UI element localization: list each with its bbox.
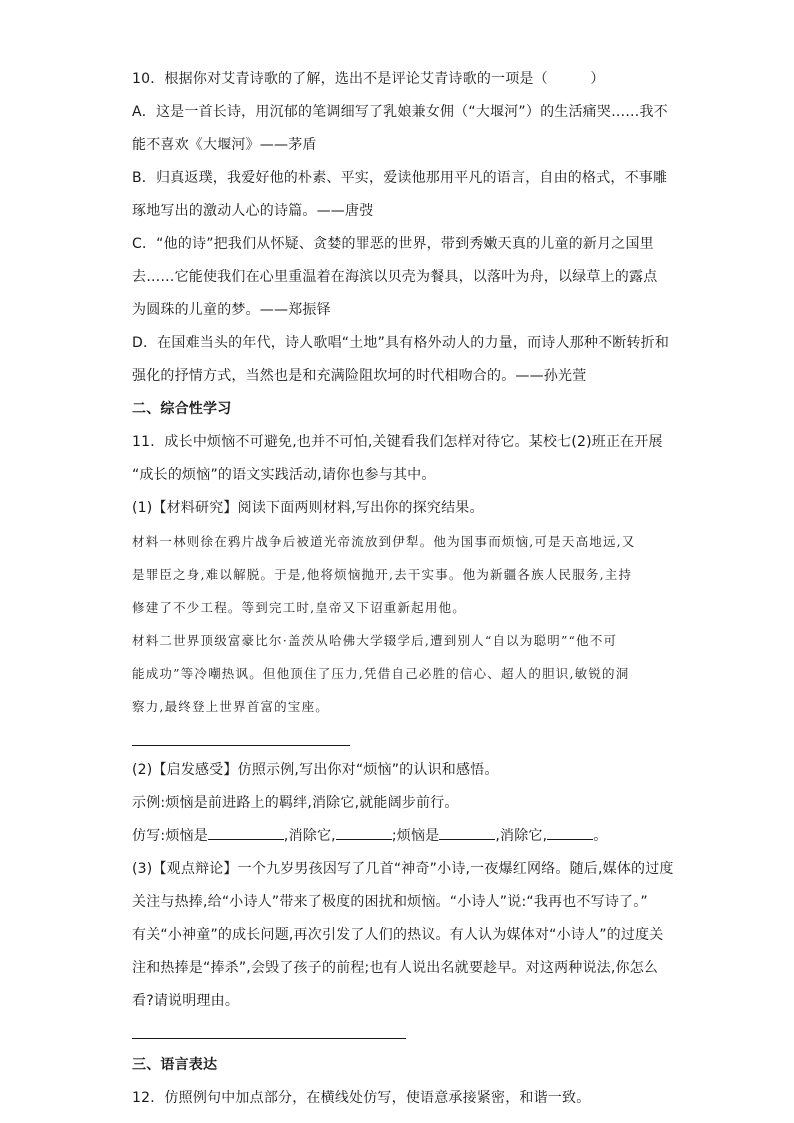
q10-option-c [132,228,664,327]
material-2-line2: 能成功”等冷嘲热讽。但他顶住了压力,凭借自己必胜的信心、超人的胆识,敏锐的洞 [132,666,630,681]
material-1-line2: 是罪臣之身,难以解脱。于是,他将烦恼抛开,去干实事。他为新疆各族人民服务,主持 [132,567,633,582]
imitation-mid-2: ;烦恼是 [391,828,440,844]
q11-part3-line2: 关注与热捧,给“小诗人”带来了极度的困扰和烦恼。“小诗人”说:“我再也不写诗了。” [132,894,648,910]
q10-option-d-line1: D．在国难当头的年代，诗人歌唱“土地”具有格外动人的力量，而诗人那种不断转折和 [132,335,670,351]
q10-option-b-line2: 琢地写出的激动人心的诗篇。——唐弢 [132,203,374,219]
q11-intro-line2: “成长的烦恼”的语文实践活动,请你也参与其中。 [132,467,436,483]
material-2 [132,624,664,723]
imitation-end: 。 [593,828,608,844]
q11-example: 示例:烦恼是前进路上的羁绊,消除它,就能阔步前行。 [132,795,459,811]
imitation-blank-2[interactable] [336,825,392,840]
q10-option-b-line1: B．归真返璞，我爱好他的朴素、平实，爱读他那用平凡的语言，自由的格式，不事雕 [132,170,668,186]
material-2-line1: 材料二世界顶级富豪比尔·盖茨从哈佛大学辍学后,遭到别人“自以为聪明”“他不可 [132,633,618,648]
q10-option-a-line1: A．这是一首长诗，用沉郁的笔调细写了乳娘兼女佣（“大堰河”）的生活痛哭……我不 [132,104,668,120]
material-1-line1: 材料一林则徐在鸦片战争后被道光帝流放到伊犁。他为国事而烦恼,可是天高地远,又 [132,534,636,549]
q11-part2: (2)【启发感受】仿照示例,写出你对“烦恼”的认识和感悟。 [132,762,499,778]
imitation-blank-1[interactable] [208,825,284,840]
q11-imitation [132,820,664,853]
q10-option-c-line2: 去……它能使我们在心里重温着在海滨以贝壳为餐具，以落叶为舟，以绿草上的露点 [132,269,658,285]
q10-option-c-line1: C．“他的诗”把我们从怀疑、贪婪的罪恶的世界，带到秀嫩天真的儿童的新月之国里 [132,236,654,252]
q10-option-b [132,162,668,228]
material-1-line3: 修建了不少工程。等到完工时,皇帝又下诏重新起用他。 [132,600,466,615]
imitation-mid-3: ,消除它, [495,828,548,844]
imitation-blank-4[interactable] [547,825,593,840]
q11-part3-line4: 注和热捧是“捧杀”,会毁了孩子的前程;也有人说出名就要趁早。对这两种说法,你怎么 [132,960,659,976]
document-page [132,60,674,1115]
q11-part3-line1: (3)【观点辩论】一个九岁男孩因写了几首“神奇”小诗,一夜爆红网络。随后,媒体的过度 [132,861,674,877]
q10-stem: 10．根据你对艾青诗歌的了解，选出不是评论艾青诗歌的一项是（ ） [132,71,605,87]
q11-part1: (1)【材料研究】阅读下面两则材料,写出你的探究结果。 [132,500,484,516]
q10-option-a-line2: 能不喜欢《大堰河》——茅盾 [132,137,317,153]
q10-option-a [132,96,668,162]
q10-option-d [132,327,670,393]
q11-part3-line5: 看?请说明理由。 [132,993,240,1009]
imitation-mid-1: ,消除它, [283,828,336,844]
imitation-prefix: 仿写:烦恼是 [132,828,208,844]
q12-stem: 12．仿照例句中加点部分，在横线处仿写，使语意承接紧密，和谐一致。 [132,1090,591,1106]
answer-line-2[interactable] [132,1038,406,1039]
section-heading-2: 二、综合性学习 [132,401,232,417]
q11-part3-line3: 有关“小神童”的成长问题,再次引发了人们的热议。有人认为媒体对“小诗人”的过度关 [132,927,664,943]
material-2-line3: 察力,最终登上世界首富的宝座。 [132,699,329,714]
answer-line-1[interactable] [132,745,350,746]
q11-intro-line1: 11．成长中烦恼不可避免,也并不可怕,关键看我们怎样对待它。某校七(2)班正在开展 [132,434,663,450]
material-1 [132,525,664,624]
q10-option-c-line3: 为圆珠的儿童的梦。——郑振铎 [132,302,331,318]
section-heading-3: 三、语言表达 [132,1057,218,1073]
q10-option-d-line2: 强化的抒情方式，当然也是和充满险阻坎坷的时代相吻合的。——孙光萱 [132,368,587,384]
imitation-blank-3[interactable] [439,825,495,840]
